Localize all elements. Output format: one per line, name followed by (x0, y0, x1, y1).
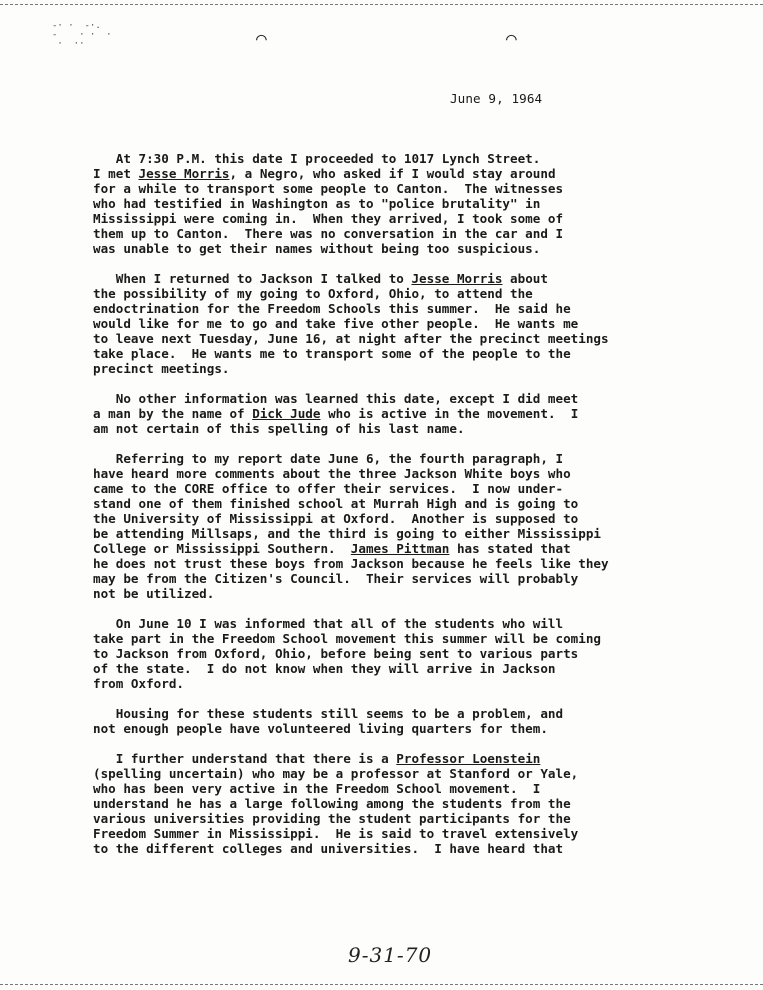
text-line: was unable to get their names without being too suspicious. (93, 241, 541, 256)
text-line: have heard more comments about the three Jackson White boys who (93, 466, 571, 481)
text-line: he does not trust these boys from Jackson because he feels like they (93, 556, 609, 571)
text-line: not enough people have volunteered living quarters for them. (93, 721, 548, 736)
text-line: When I returned to Jackson I talked to Jesse Morris about (93, 271, 548, 286)
corner-specks: -· · -·. - · · · · ·· (52, 21, 112, 49)
text-line: On June 10 I was informed that all of the students who will (93, 616, 564, 631)
text-line: for a while to transport some people to Canton. The witnesses (93, 181, 564, 196)
text-line: I met Jesse Morris, a Negro, who asked if I would stay around (93, 166, 556, 181)
text-line: would like for me to go and take five other people. He wants me (93, 316, 579, 331)
text-line: a man by the name of Dick Jude who is active in the movement. I (93, 406, 579, 421)
paragraph (93, 391, 713, 436)
text-line: College or Mississippi Southern. James Pittman has stated that (93, 541, 571, 556)
text-line: Mississippi were coming in. When they arrived, I took some of (93, 211, 564, 226)
punch-mark-left: ⌒ (256, 28, 267, 49)
text-line: to Jackson from Oxford, Ohio, before being sent to various parts (93, 646, 579, 661)
text-line: them up to Canton. There was no conversation in the car and I (93, 226, 564, 241)
paragraph (93, 751, 713, 856)
text-line: of the state. I do not know when they will arrive in Jackson (93, 661, 556, 676)
text-line: At 7:30 P.M. this date I proceeded to 1017 Lynch Street. (93, 151, 541, 166)
text-line: who had testified in Washington as to "police brutality" in (93, 196, 541, 211)
paragraph (93, 451, 713, 601)
text-line: understand he has a large following among the students from the (93, 796, 571, 811)
text-line: stand one of them finished school at Murrah High and is going to (93, 496, 579, 511)
text-line: take part in the Freedom School movement this summer will be coming (93, 631, 601, 646)
text-line: take place. He wants me to transport some of the people to the (93, 346, 571, 361)
text-line: Referring to my report date June 6, the fourth paragraph, I (93, 451, 564, 466)
underlined-name: Professor Loenstein (396, 751, 541, 766)
text-line: who has been very active in the Freedom School movement. I (93, 781, 541, 796)
paragraph (93, 151, 713, 256)
serial-number: 9-31-70 (348, 943, 433, 967)
text-line: came to the CORE office to offer their services. I now under- (93, 481, 564, 496)
text-line: from Oxford. (93, 676, 184, 691)
underlined-name: Jesse Morris (138, 166, 230, 181)
text-line: I further understand that there is a Professor Loenstein (93, 751, 541, 766)
text-line: Freedom Summer in Mississippi. He is said to travel extensively (93, 826, 579, 841)
text-line: not be utilized. (93, 586, 215, 601)
underlined-name: Jesse Morris (411, 271, 503, 286)
text-line: precinct meetings. (93, 361, 230, 376)
underlined-name: Dick Jude (252, 406, 321, 421)
text-line: (spelling uncertain) who may be a professor at Stanford or Yale, (93, 766, 579, 781)
punch-mark-right: ⌒ (506, 28, 517, 49)
paragraph (93, 271, 713, 376)
memo-body (93, 151, 713, 871)
text-line: be attending Millsaps, and the third is going to either Mississippi (93, 526, 601, 541)
top-perforation (0, 4, 763, 5)
text-line: endoctrination for the Freedom Schools this summer. He said he (93, 301, 571, 316)
text-line: am not certain of this spelling of his last name. (93, 421, 465, 436)
text-line: the possibility of my going to Oxford, Ohio, to attend the (93, 286, 533, 301)
text-line: the University of Mississippi at Oxford. Another is supposed to (93, 511, 579, 526)
paragraph (93, 616, 713, 691)
paragraph (93, 706, 713, 736)
bottom-perforation (0, 984, 763, 985)
underlined-name: James Pittman (350, 541, 450, 556)
text-line: No other information was learned this date, except I did meet (93, 391, 579, 406)
text-line: to the different colleges and universities. I have heard that (93, 841, 564, 856)
text-line: Housing for these students still seems to be a problem, and (93, 706, 564, 721)
text-line: various universities providing the student participants for the (93, 811, 571, 826)
text-line: may be from the Citizen's Council. Their services will probably (93, 571, 579, 586)
document-date: June 9, 1964 (450, 91, 543, 106)
text-line: to leave next Tuesday, June 16, at night after the precinct meetings (93, 331, 609, 346)
